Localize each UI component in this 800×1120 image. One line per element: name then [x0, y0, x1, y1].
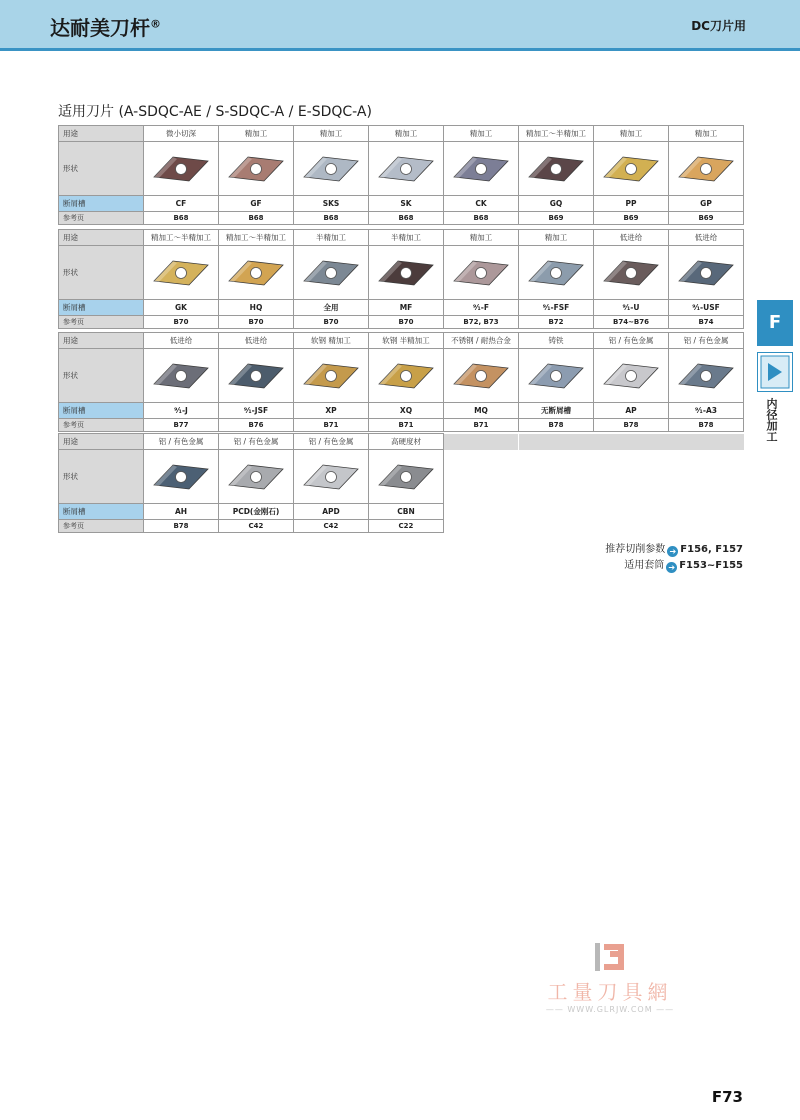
registered-mark: ® [150, 17, 161, 31]
ref-page-cell: B69 [519, 212, 594, 225]
insert-table [58, 433, 744, 533]
application-cell: 低进给 [144, 333, 219, 349]
table-row [59, 212, 744, 225]
empty-cell [519, 504, 594, 520]
chipbreaker-cell: ⁹⁄₁-FSF [519, 300, 594, 316]
empty-cell [669, 450, 744, 504]
insert-image [294, 349, 369, 403]
watermark-url: —— WWW.GLRJW.COM —— [545, 1005, 675, 1014]
ref-cutting-params-pages: F156, F157 [680, 544, 743, 555]
application-cell: 铝 / 有色金属 [669, 333, 744, 349]
table-row [59, 504, 744, 520]
chipbreaker-cell: MQ [444, 403, 519, 419]
insert-image [369, 142, 444, 196]
table-row [59, 316, 744, 329]
row-label: 形状 [59, 349, 144, 403]
application-cell: 微小切深 [144, 126, 219, 142]
ref-cutting-params-label: 推荐切削参数 [605, 544, 666, 555]
arrow-right-icon: ➔ [667, 546, 678, 557]
header-category: DC刀片用 [691, 19, 746, 33]
table-row [59, 434, 744, 450]
row-label: 断屑槽 [59, 504, 144, 520]
ref-page-cell: B70 [294, 316, 369, 329]
chipbreaker-cell: GP [669, 196, 744, 212]
insert-image [519, 246, 594, 300]
ref-page-cell: B72 [519, 316, 594, 329]
insert-image [369, 349, 444, 403]
empty-cell [519, 434, 594, 450]
insert-image [594, 246, 669, 300]
table-row [59, 349, 744, 403]
ref-page-cell: B68 [144, 212, 219, 225]
ref-page-cell: B70 [219, 316, 294, 329]
application-cell: 铸铁 [519, 333, 594, 349]
table-row [59, 520, 744, 533]
chipbreaker-cell: PP [594, 196, 669, 212]
insert-image [144, 349, 219, 403]
application-cell: 不锈钢 / 耐热合金 [444, 333, 519, 349]
row-label: 参考页 [59, 212, 144, 225]
application-cell: 精加工 [294, 126, 369, 142]
empty-cell [444, 434, 519, 450]
ref-page-cell: B78 [594, 419, 669, 432]
application-cell: 低进给 [669, 230, 744, 246]
empty-cell [594, 504, 669, 520]
chipbreaker-cell: ⁹⁄₁-J [144, 403, 219, 419]
table-row [59, 142, 744, 196]
application-cell: 半精加工 [294, 230, 369, 246]
application-cell: 精加工 [594, 126, 669, 142]
ref-page-cell: B68 [219, 212, 294, 225]
chipbreaker-cell: CK [444, 196, 519, 212]
application-cell: 铝 / 有色金属 [219, 434, 294, 450]
empty-cell [519, 520, 594, 533]
watermark-text: 工量刀具網 [547, 980, 673, 1004]
application-cell: 精加工 [369, 126, 444, 142]
ref-sleeves-pages: F153~F155 [679, 560, 743, 571]
row-label: 用途 [59, 230, 144, 246]
insert-image [444, 246, 519, 300]
table-row [59, 246, 744, 300]
insert-image [294, 450, 369, 504]
chipbreaker-cell: PCD(金刚石) [219, 504, 294, 520]
chipbreaker-cell: ⁹⁄₁-USF [669, 300, 744, 316]
application-cell: 精加工 [669, 126, 744, 142]
ref-cutting-params[interactable] [605, 540, 743, 557]
insert-image [144, 246, 219, 300]
row-label: 用途 [59, 126, 144, 142]
application-cell: 精加工 [444, 230, 519, 246]
ref-page-cell: B78 [144, 520, 219, 533]
chipbreaker-cell: GF [219, 196, 294, 212]
watermark [540, 940, 680, 1014]
ref-page-cell: B78 [669, 419, 744, 432]
table-row [59, 126, 744, 142]
row-label: 参考页 [59, 316, 144, 329]
empty-cell [444, 520, 519, 533]
application-cell: 半精加工 [369, 230, 444, 246]
ref-page-cell: B69 [669, 212, 744, 225]
table-row [59, 196, 744, 212]
section-tab-f[interactable]: F [757, 300, 793, 346]
row-label: 用途 [59, 333, 144, 349]
ref-page-cell: B71 [444, 419, 519, 432]
ref-page-cell: B71 [369, 419, 444, 432]
empty-cell [669, 504, 744, 520]
page-number: F73 [711, 1088, 743, 1106]
row-label: 形状 [59, 450, 144, 504]
empty-cell [444, 504, 519, 520]
insert-image [294, 142, 369, 196]
chipbreaker-cell: 无断屑槽 [519, 403, 594, 419]
boring-tool-icon [757, 352, 793, 392]
table-row [59, 419, 744, 432]
application-cell: 精加工 [219, 126, 294, 142]
insert-image [219, 450, 294, 504]
application-cell: 精加工 [444, 126, 519, 142]
ref-page-cell: B70 [144, 316, 219, 329]
chipbreaker-cell: GQ [519, 196, 594, 212]
chipbreaker-cell: HQ [219, 300, 294, 316]
application-cell: 精加工～半精加工 [219, 230, 294, 246]
arrow-right-icon: ➔ [666, 562, 677, 573]
chipbreaker-cell: ⁹⁄₁-F [444, 300, 519, 316]
row-label: 形状 [59, 246, 144, 300]
ref-page-cell: B68 [444, 212, 519, 225]
row-label: 用途 [59, 434, 144, 450]
insert-image [219, 142, 294, 196]
chipbreaker-cell: XP [294, 403, 369, 419]
chipbreaker-cell: GK [144, 300, 219, 316]
chipbreaker-cell: SKS [294, 196, 369, 212]
application-cell: 精加工～半精加工 [519, 126, 594, 142]
ref-sleeves[interactable] [624, 556, 743, 573]
ref-page-cell: C42 [294, 520, 369, 533]
chipbreaker-cell: ⁹⁄₁-JSF [219, 403, 294, 419]
insert-image [594, 349, 669, 403]
application-cell: 铝 / 有色金属 [294, 434, 369, 450]
empty-cell [519, 450, 594, 504]
ref-page-cell: B77 [144, 419, 219, 432]
insert-image [444, 349, 519, 403]
chipbreaker-cell: AH [144, 504, 219, 520]
ref-page-cell: C22 [369, 520, 444, 533]
chipbreaker-cell: 全用 [294, 300, 369, 316]
insert-table [58, 229, 744, 329]
ref-page-cell: B69 [594, 212, 669, 225]
ref-sleeves-label: 适用套筒 [624, 560, 665, 571]
chipbreaker-cell: XQ [369, 403, 444, 419]
chipbreaker-cell: AP [594, 403, 669, 419]
ref-page-cell: B71 [294, 419, 369, 432]
table-row [59, 403, 744, 419]
application-cell: 软钢 精加工 [294, 333, 369, 349]
row-label: 参考页 [59, 419, 144, 432]
empty-cell [444, 450, 519, 504]
application-cell: 铝 / 有色金属 [594, 333, 669, 349]
chipbreaker-cell: ⁹⁄₁-A3 [669, 403, 744, 419]
row-label: 断屑槽 [59, 403, 144, 419]
table-row [59, 333, 744, 349]
insert-image [219, 246, 294, 300]
insert-table [58, 332, 744, 432]
insert-image [669, 246, 744, 300]
row-label: 断屑槽 [59, 300, 144, 316]
ref-page-cell: B76 [219, 419, 294, 432]
application-cell: 软钢 半精加工 [369, 333, 444, 349]
chipbreaker-cell: CF [144, 196, 219, 212]
insert-image [519, 349, 594, 403]
ref-page-cell: B68 [369, 212, 444, 225]
empty-cell [594, 450, 669, 504]
insert-image [294, 246, 369, 300]
table-row [59, 450, 744, 504]
row-label: 参考页 [59, 520, 144, 533]
empty-cell [669, 520, 744, 533]
chipbreaker-cell: CBN [369, 504, 444, 520]
insert-image [594, 142, 669, 196]
ref-page-cell: B78 [519, 419, 594, 432]
table-row [59, 230, 744, 246]
chipbreaker-cell: SK [369, 196, 444, 212]
empty-cell [669, 434, 744, 450]
ref-page-cell: B74 [669, 316, 744, 329]
section-title: 适用刀片 (A-SDQC-AE / S-SDQC-A / E-SDQC-A) [58, 104, 372, 120]
application-cell: 高硬度材 [369, 434, 444, 450]
insert-image [669, 349, 744, 403]
header-divider [0, 48, 800, 51]
insert-image [444, 142, 519, 196]
row-label: 形状 [59, 142, 144, 196]
ref-page-cell: C42 [219, 520, 294, 533]
ref-page-cell: B72, B73 [444, 316, 519, 329]
chipbreaker-cell: APD [294, 504, 369, 520]
insert-image [144, 142, 219, 196]
watermark-logo-icon [592, 940, 628, 974]
empty-cell [594, 520, 669, 533]
insert-image [669, 142, 744, 196]
page-title-text: 达耐美刀杆 [50, 16, 150, 40]
insert-image [369, 450, 444, 504]
application-cell: 低进给 [594, 230, 669, 246]
row-label: 断屑槽 [59, 196, 144, 212]
insert-image [519, 142, 594, 196]
chipbreaker-cell: ⁹⁄₁-U [594, 300, 669, 316]
insert-table [58, 125, 744, 225]
ref-page-cell: B68 [294, 212, 369, 225]
ref-page-cell: B70 [369, 316, 444, 329]
ref-page-cell: B74~B76 [594, 316, 669, 329]
insert-image [219, 349, 294, 403]
application-cell: 铝 / 有色金属 [144, 434, 219, 450]
insert-image [369, 246, 444, 300]
application-cell: 精加工～半精加工 [144, 230, 219, 246]
insert-image [144, 450, 219, 504]
side-category-label: 内径加工 [765, 398, 778, 442]
application-cell: 低进给 [219, 333, 294, 349]
empty-cell [594, 434, 669, 450]
chipbreaker-cell: MF [369, 300, 444, 316]
page-title [50, 12, 161, 41]
table-row [59, 300, 744, 316]
application-cell: 精加工 [519, 230, 594, 246]
